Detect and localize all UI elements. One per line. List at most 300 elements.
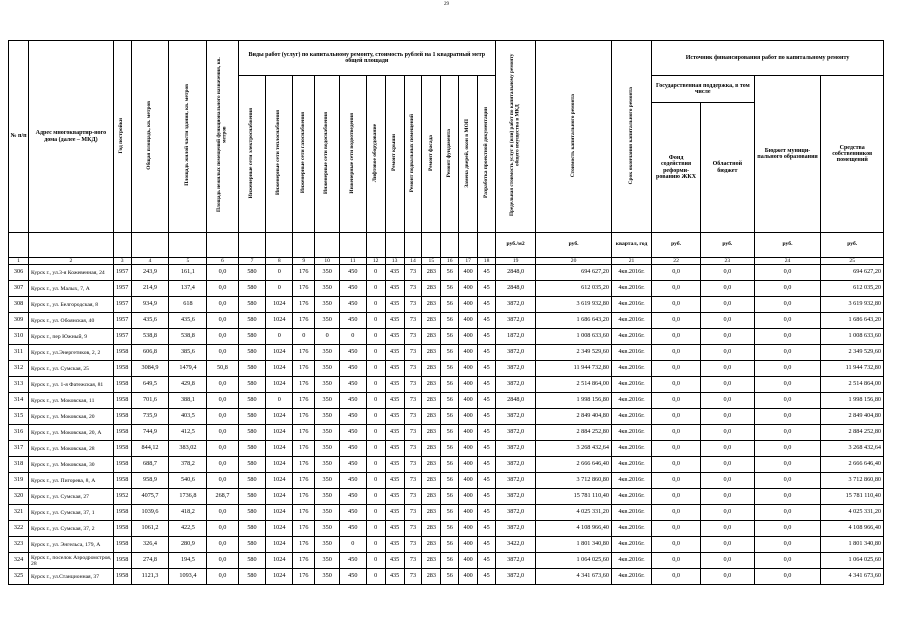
table-cell: 0 xyxy=(366,361,385,377)
table-cell: 73 xyxy=(404,505,422,521)
table-cell: 1958 xyxy=(113,441,131,457)
table-cell: 1 008 633,60 xyxy=(536,329,612,345)
table-cell: 1958 xyxy=(113,345,131,361)
row-number: 315 xyxy=(9,409,29,425)
table-cell: 0,0 xyxy=(652,361,701,377)
column-index: 14 xyxy=(404,258,422,265)
unit-rub-m2: руб./м2 xyxy=(496,233,536,258)
table-cell: 45 xyxy=(478,313,496,329)
table-cell: 1024 xyxy=(266,569,293,585)
table-cell: 400 xyxy=(459,265,478,281)
table-cell: 0,0 xyxy=(701,281,754,297)
table-cell: 0,0 xyxy=(207,521,238,537)
table-cell: 0,0 xyxy=(754,425,821,441)
row-number: 325 xyxy=(9,569,29,585)
table-cell: 2 666 646,40 xyxy=(536,457,612,473)
address-cell: Курск г., ул.Энергетиков, 2, 2 xyxy=(29,345,114,361)
table-cell: 1958 xyxy=(113,361,131,377)
table-cell: 0,0 xyxy=(754,569,821,585)
table-cell: 1024 xyxy=(266,361,293,377)
table-cell: 450 xyxy=(339,361,366,377)
table-cell: 958,9 xyxy=(131,473,169,489)
address-cell: Курск г., ул. Моковская, 28 xyxy=(29,441,114,457)
table-cell: 73 xyxy=(404,361,422,377)
table-cell: 0 xyxy=(266,393,293,409)
table-cell: 350 xyxy=(315,425,340,441)
table-row xyxy=(9,473,884,489)
table-cell: 73 xyxy=(404,521,422,537)
table-cell: 0,0 xyxy=(652,377,701,393)
table-cell: 15 781 110,40 xyxy=(536,489,612,505)
table-cell: 0 xyxy=(266,265,293,281)
table-cell: 450 xyxy=(339,441,366,457)
header-state-support: Государственная поддержка, в том числе xyxy=(652,76,755,103)
table-cell: 4кв.2016г. xyxy=(611,537,651,553)
address-cell: Курск г., ул. Малых, 7, А xyxy=(29,281,114,297)
table-cell: 580 xyxy=(238,489,266,505)
table-cell: 45 xyxy=(478,553,496,569)
table-cell: 0 xyxy=(266,329,293,345)
table-cell: 400 xyxy=(459,425,478,441)
table-cell: 4075,7 xyxy=(131,489,169,505)
table-cell: 0 xyxy=(339,537,366,553)
table-cell: 326,4 xyxy=(131,537,169,553)
table-cell: 0 xyxy=(366,553,385,569)
table-cell: 73 xyxy=(404,265,422,281)
table-cell: 1957 xyxy=(113,313,131,329)
table-cell: 1 801 340,80 xyxy=(821,537,884,553)
table-cell: 350 xyxy=(315,569,340,585)
table-cell: 435 xyxy=(385,457,404,473)
table-cell: 400 xyxy=(459,345,478,361)
table-cell: 0,0 xyxy=(701,441,754,457)
table-cell: 0,0 xyxy=(207,297,238,313)
row-number: 321 xyxy=(9,505,29,521)
table-cell: 612 035,20 xyxy=(536,281,612,297)
header-living-area: Площадь жилой части здания, кв. метров xyxy=(169,41,207,233)
table-cell: 612 035,20 xyxy=(821,281,884,297)
table-cell: 283 xyxy=(422,297,441,313)
table-cell: 45 xyxy=(478,393,496,409)
table-cell: 350 xyxy=(315,473,340,489)
table-cell: 450 xyxy=(339,521,366,537)
table-cell: 0,0 xyxy=(652,281,701,297)
column-index-row xyxy=(9,258,884,265)
column-index: 24 xyxy=(754,258,821,265)
table-cell: 176 xyxy=(293,409,315,425)
table-cell: 56 xyxy=(441,489,459,505)
table-cell: 0 xyxy=(366,521,385,537)
table-cell: 400 xyxy=(459,409,478,425)
table-cell: 283 xyxy=(422,409,441,425)
header-work-heat: Инженерные сети теплоснабжения xyxy=(266,76,293,233)
table-cell: 538,8 xyxy=(131,329,169,345)
table-cell: 0,0 xyxy=(754,473,821,489)
table-cell: 435 xyxy=(385,361,404,377)
table-cell: 844,12 xyxy=(131,441,169,457)
table-cell: 4кв.2016г. xyxy=(611,361,651,377)
table-cell: 56 xyxy=(441,473,459,489)
header-nonres-area: Площадь нежилых помещений функционального назначения, кв. метров xyxy=(207,41,238,233)
table-cell: 176 xyxy=(293,489,315,505)
table-cell: 350 xyxy=(315,489,340,505)
table-cell: 580 xyxy=(238,313,266,329)
table-cell: 450 xyxy=(339,457,366,473)
row-number: 322 xyxy=(9,521,29,537)
table-cell: 1 064 025,60 xyxy=(536,553,612,569)
address-cell: Курск г., ул. Моковская, 20, А xyxy=(29,425,114,441)
table-cell: 45 xyxy=(478,425,496,441)
table-cell: 0,0 xyxy=(701,457,754,473)
column-index: 23 xyxy=(701,258,754,265)
table-row xyxy=(9,345,884,361)
table-cell: 4кв.2016г. xyxy=(611,521,651,537)
table-cell: 0 xyxy=(366,345,385,361)
table-cell: 0 xyxy=(366,409,385,425)
table-cell: 73 xyxy=(404,393,422,409)
table-cell: 0,0 xyxy=(701,409,754,425)
table-cell: 283 xyxy=(422,425,441,441)
table-cell: 1121,3 xyxy=(131,569,169,585)
table-cell: 176 xyxy=(293,441,315,457)
table-cell: 73 xyxy=(404,345,422,361)
table-cell: 400 xyxy=(459,521,478,537)
table-cell: 400 xyxy=(459,361,478,377)
table-cell: 2 514 864,00 xyxy=(536,377,612,393)
table-cell: 56 xyxy=(441,329,459,345)
table-cell: 4кв.2016г. xyxy=(611,553,651,569)
table-cell: 0,0 xyxy=(754,521,821,537)
row-number: 324 xyxy=(9,553,29,569)
table-cell: 283 xyxy=(422,361,441,377)
table-cell: 580 xyxy=(238,265,266,281)
table-row xyxy=(9,441,884,457)
capital-repair-table xyxy=(8,40,884,585)
table-cell: 0 xyxy=(339,329,366,345)
table-cell: 73 xyxy=(404,553,422,569)
table-cell: 3872,0 xyxy=(496,297,536,313)
table-cell: 450 xyxy=(339,297,366,313)
table-cell: 1958 xyxy=(113,521,131,537)
column-index: 25 xyxy=(821,258,884,265)
table-cell: 0,0 xyxy=(754,441,821,457)
table-cell: 580 xyxy=(238,505,266,521)
table-cell: 649,5 xyxy=(131,377,169,393)
table-cell: 0,0 xyxy=(652,441,701,457)
header-regional: Областной бюджет xyxy=(701,103,754,233)
table-cell: 429,8 xyxy=(169,377,207,393)
table-cell: 0,0 xyxy=(701,473,754,489)
table-cell: 450 xyxy=(339,473,366,489)
table-cell: 580 xyxy=(238,345,266,361)
table-cell: 0,0 xyxy=(701,265,754,281)
row-number: 319 xyxy=(9,473,29,489)
table-cell: 435 xyxy=(385,313,404,329)
table-cell: 580 xyxy=(238,457,266,473)
table-cell: 400 xyxy=(459,553,478,569)
table-cell: 694 627,20 xyxy=(536,265,612,281)
table-row xyxy=(9,377,884,393)
table-cell: 2 349 529,60 xyxy=(536,345,612,361)
table-cell: 73 xyxy=(404,537,422,553)
table-row xyxy=(9,553,884,569)
table-cell: 350 xyxy=(315,345,340,361)
table-cell: 350 xyxy=(315,361,340,377)
table-cell: 0,0 xyxy=(207,329,238,345)
table-cell: 56 xyxy=(441,265,459,281)
table-cell: 350 xyxy=(315,505,340,521)
table-cell: 0 xyxy=(366,473,385,489)
header-work-roof: Ремонт крыши xyxy=(385,76,404,233)
table-cell: 450 xyxy=(339,425,366,441)
table-cell: 15 781 110,40 xyxy=(821,489,884,505)
table-cell: 350 xyxy=(315,409,340,425)
column-index: 12 xyxy=(366,258,385,265)
table-cell: 400 xyxy=(459,281,478,297)
table-cell: 435,6 xyxy=(131,313,169,329)
table-cell: 450 xyxy=(339,313,366,329)
table-cell: 0,0 xyxy=(652,425,701,441)
table-cell: 1024 xyxy=(266,521,293,537)
header-total-area: Общая площадь, кв. метров xyxy=(131,41,169,233)
table-cell: 435 xyxy=(385,441,404,457)
table-cell: 1 064 025,60 xyxy=(821,553,884,569)
table-cell: 350 xyxy=(315,441,340,457)
table-cell: 4 108 966,40 xyxy=(821,521,884,537)
column-index: 20 xyxy=(536,258,612,265)
table-row xyxy=(9,313,884,329)
row-number: 308 xyxy=(9,297,29,313)
address-cell: Курск г., ул. Энгельса, 179, А xyxy=(29,537,114,553)
table-cell: 4 341 673,60 xyxy=(536,569,612,585)
table-cell: 283 xyxy=(422,393,441,409)
table-cell: 580 xyxy=(238,553,266,569)
header-work-gas: Инженерные сети газоснабжения xyxy=(293,76,315,233)
table-cell: 0 xyxy=(266,281,293,297)
table-cell: 176 xyxy=(293,345,315,361)
table-cell: 350 xyxy=(315,537,340,553)
table-cell: 176 xyxy=(293,313,315,329)
table-cell: 45 xyxy=(478,569,496,585)
table-cell: 4кв.2016г. xyxy=(611,281,651,297)
table-cell: 3872,0 xyxy=(496,505,536,521)
address-cell: Курск г., поселок Аэродромстроя, 28 xyxy=(29,553,114,569)
table-cell: 0,0 xyxy=(207,569,238,585)
table-cell: 1958 xyxy=(113,457,131,473)
table-cell: 350 xyxy=(315,521,340,537)
table-cell: 0,0 xyxy=(701,297,754,313)
address-cell: Курск г., ул. Белгородская, 8 xyxy=(29,297,114,313)
table-cell: 56 xyxy=(441,361,459,377)
table-cell: 450 xyxy=(339,345,366,361)
table-cell: 1958 xyxy=(113,569,131,585)
table-cell: 0,0 xyxy=(754,297,821,313)
table-cell: 0,0 xyxy=(701,553,754,569)
table-cell: 0,0 xyxy=(754,281,821,297)
address-cell: Курск г., пер Южный, 9 xyxy=(29,329,114,345)
table-cell: 1957 xyxy=(113,329,131,345)
table-cell: 176 xyxy=(293,569,315,585)
table-cell: 73 xyxy=(404,409,422,425)
table-cell: 3872,0 xyxy=(496,569,536,585)
table-cell: 350 xyxy=(315,457,340,473)
table-cell: 0,0 xyxy=(652,393,701,409)
unit-rub: руб. xyxy=(536,233,612,258)
table-cell: 0 xyxy=(366,265,385,281)
table-cell: 450 xyxy=(339,377,366,393)
table-cell: 50,8 xyxy=(207,361,238,377)
table-cell: 580 xyxy=(238,361,266,377)
table-cell: 1024 xyxy=(266,537,293,553)
table-cell: 0,0 xyxy=(207,345,238,361)
table-cell: 435 xyxy=(385,537,404,553)
row-number: 314 xyxy=(9,393,29,409)
header-work-facade: Ремонт фасада xyxy=(422,76,441,233)
table-cell: 4 025 331,20 xyxy=(821,505,884,521)
table-cell: 3872,0 xyxy=(496,345,536,361)
table-cell: 4кв.2016г. xyxy=(611,425,651,441)
table-header xyxy=(9,41,884,265)
table-cell: 0,0 xyxy=(207,313,238,329)
table-cell: 3422,0 xyxy=(496,537,536,553)
table-cell: 0,0 xyxy=(207,505,238,521)
table-cell: 580 xyxy=(238,409,266,425)
table-cell: 283 xyxy=(422,505,441,521)
table-cell: 435 xyxy=(385,569,404,585)
table-cell: 0,0 xyxy=(207,441,238,457)
table-cell: 435 xyxy=(385,265,404,281)
table-cell: 45 xyxy=(478,377,496,393)
unit-rub: руб. xyxy=(754,233,821,258)
table-cell: 0,0 xyxy=(207,537,238,553)
header-work-drain: Инженерные сети водоотведения xyxy=(339,76,366,233)
table-cell: 350 xyxy=(315,297,340,313)
header-work-lift: Лифтовое оборудование xyxy=(366,76,385,233)
table-cell: 2 349 529,60 xyxy=(821,345,884,361)
table-cell: 0,0 xyxy=(754,393,821,409)
table-cell: 0,0 xyxy=(701,393,754,409)
table-cell: 435 xyxy=(385,409,404,425)
table-cell: 4кв.2016г. xyxy=(611,313,651,329)
table-row xyxy=(9,569,884,585)
table-cell: 0 xyxy=(366,457,385,473)
table-cell: 0,0 xyxy=(701,505,754,521)
header-work-basement: Ремонт подвальных помещений xyxy=(404,76,422,233)
table-cell: 214,9 xyxy=(131,281,169,297)
table-cell: 1736,8 xyxy=(169,489,207,505)
table-cell: 0,0 xyxy=(754,377,821,393)
table-cell: 0,0 xyxy=(754,553,821,569)
header-works-group: Виды работ (услуг) по капитальному ремонту, стоимость рублей на 1 квадратный метр общей площади xyxy=(238,41,496,76)
table-cell: 73 xyxy=(404,377,422,393)
table-cell: 400 xyxy=(459,569,478,585)
table-cell: 435 xyxy=(385,425,404,441)
table-cell: 283 xyxy=(422,521,441,537)
table-cell: 11 944 732,80 xyxy=(821,361,884,377)
table-cell: 2 884 252,80 xyxy=(821,425,884,441)
table-cell: 0,0 xyxy=(652,489,701,505)
table-cell: 3872,0 xyxy=(496,361,536,377)
table-cell: 400 xyxy=(459,489,478,505)
table-cell: 0,0 xyxy=(652,521,701,537)
address-cell: Курск г., ул. Пигорева, 8, А xyxy=(29,473,114,489)
table-cell: 412,5 xyxy=(169,425,207,441)
column-index: 22 xyxy=(652,258,701,265)
table-cell: 538,8 xyxy=(169,329,207,345)
table-row xyxy=(9,425,884,441)
table-cell: 45 xyxy=(478,521,496,537)
table-cell: 1 686 643,20 xyxy=(821,313,884,329)
table-cell: 3 712 860,80 xyxy=(536,473,612,489)
table-cell: 0,0 xyxy=(754,537,821,553)
table-cell: 0,0 xyxy=(701,345,754,361)
table-cell: 694 627,20 xyxy=(821,265,884,281)
table-cell: 0 xyxy=(366,441,385,457)
table-cell: 0 xyxy=(366,329,385,345)
table-cell: 283 xyxy=(422,569,441,585)
table-cell: 1024 xyxy=(266,489,293,505)
row-number: 320 xyxy=(9,489,29,505)
table-cell: 1024 xyxy=(266,297,293,313)
unit-rub: руб. xyxy=(701,233,754,258)
table-cell: 0 xyxy=(366,377,385,393)
table-cell: 56 xyxy=(441,537,459,553)
table-cell: 4кв.2016г. xyxy=(611,297,651,313)
table-cell: 283 xyxy=(422,313,441,329)
table-cell: 450 xyxy=(339,505,366,521)
table-cell: 1024 xyxy=(266,377,293,393)
table-cell: 176 xyxy=(293,505,315,521)
table-cell: 0,0 xyxy=(701,425,754,441)
table-cell: 701,6 xyxy=(131,393,169,409)
column-index: 18 xyxy=(478,258,496,265)
header-address: Адрес многоквартир-ного дома (далее – МКД) xyxy=(29,41,114,233)
table-cell: 4кв.2016г. xyxy=(611,441,651,457)
table-cell: 73 xyxy=(404,281,422,297)
table-cell: 4кв.2016г. xyxy=(611,569,651,585)
table-cell: 934,9 xyxy=(131,297,169,313)
table-cell: 1958 xyxy=(113,553,131,569)
table-cell: 4 341 673,60 xyxy=(821,569,884,585)
row-number: 309 xyxy=(9,313,29,329)
header-work-design: Разработка проектной документации xyxy=(478,76,496,233)
table-cell: 2 849 404,80 xyxy=(821,409,884,425)
table-cell: 688,7 xyxy=(131,457,169,473)
row-number: 318 xyxy=(9,457,29,473)
table-cell: 56 xyxy=(441,297,459,313)
table-cell: 283 xyxy=(422,489,441,505)
table-cell: 0,0 xyxy=(754,505,821,521)
table-cell: 1958 xyxy=(113,393,131,409)
column-index: 9 xyxy=(293,258,315,265)
unit-quarter: квартал, год xyxy=(611,233,651,258)
table-cell: 0,0 xyxy=(754,329,821,345)
table-cell: 435 xyxy=(385,297,404,313)
table-row xyxy=(9,361,884,377)
table-cell: 0,0 xyxy=(207,473,238,489)
table-cell: 283 xyxy=(422,345,441,361)
table-cell: 400 xyxy=(459,537,478,553)
column-index: 10 xyxy=(315,258,340,265)
table-row xyxy=(9,409,884,425)
column-index: 7 xyxy=(238,258,266,265)
table-cell: 1958 xyxy=(113,537,131,553)
table-cell: 1 686 643,20 xyxy=(536,313,612,329)
table-cell: 400 xyxy=(459,329,478,345)
table-body xyxy=(9,265,884,585)
address-cell: Курск г., ул.3-я Кожевенная, 24 xyxy=(29,265,114,281)
table-cell: 3872,0 xyxy=(496,473,536,489)
